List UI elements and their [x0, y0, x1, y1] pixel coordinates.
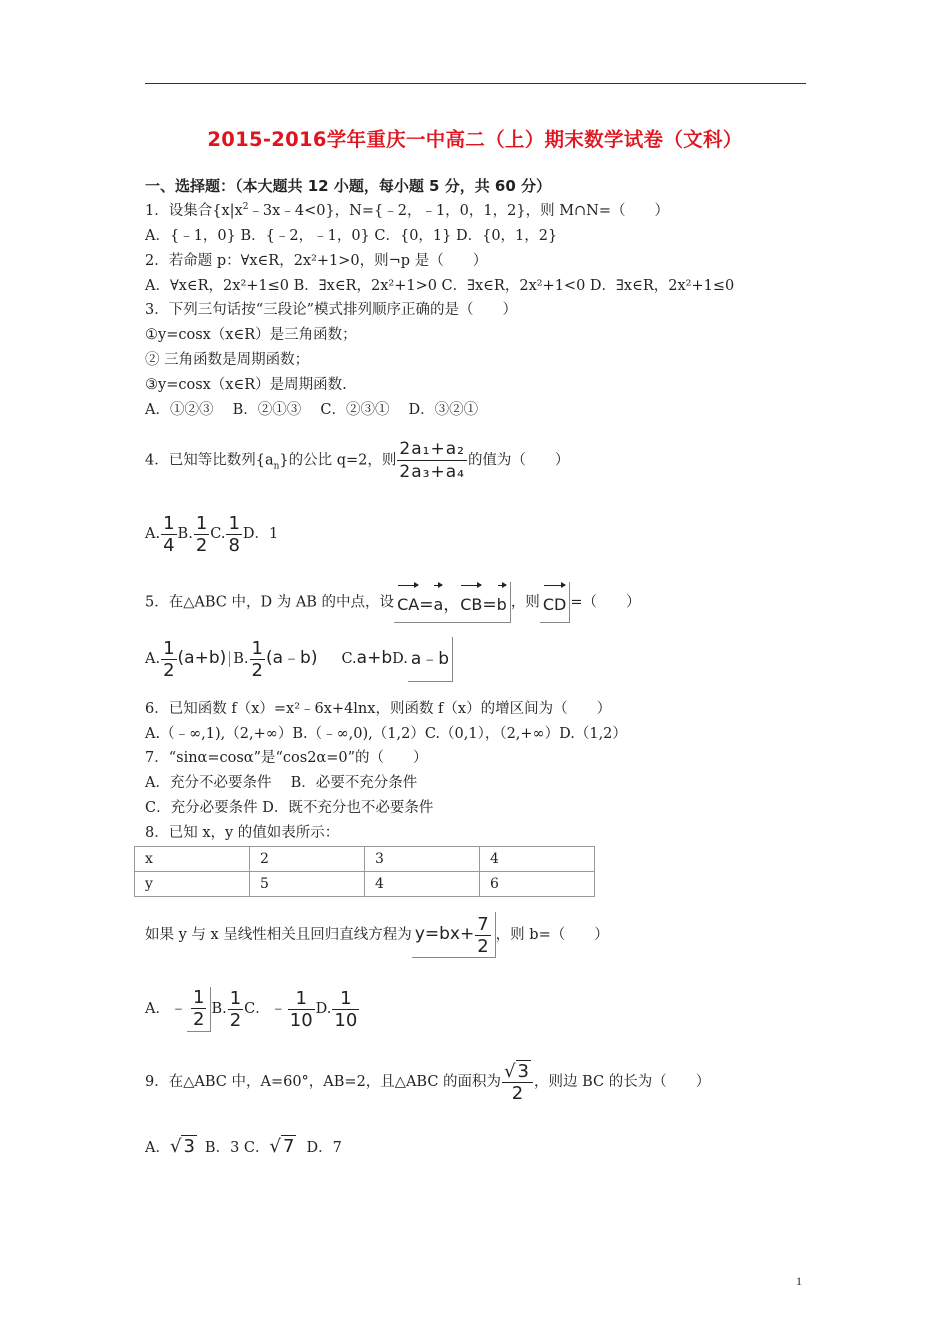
ratio-fraction: $\frac{\text{2a₁+a₂}}{\text{2a₃+a₄}}$	[399, 439, 465, 482]
section-heading: 一、选择题：（本大题共 12 小题，每小题 5 分，共 60 分）	[145, 177, 552, 195]
question-1-options: A．{﹣1，0} B．{﹣2，﹣1，0} C．{0，1} D．{0，1，2}	[145, 228, 558, 244]
question-6: 6．已知函数 f（x）=x²﹣6x+4lnx，则函数 f（x）的增区间为（ ）	[145, 701, 612, 717]
question-9-options: A．√ 3 B．3 C．√ 7 D．7	[145, 1136, 342, 1157]
question-1: 1．设集合$\{x|x^2﹣3x﹣4<0\}$，N={﹣2，﹣1，0，1，2}，则 M∩N=（ ）	[145, 202, 670, 219]
question-2-options: A．∀x∈R，2x²+1≤0 B．∃x∈R，2x²+1>0 C．∃x∈R，2x²+1<0 D．∃x∈R，2x²+1≤0	[145, 278, 735, 294]
table-cell: x	[135, 847, 250, 872]
page-number: 1	[796, 1274, 802, 1288]
table-cell: 5	[250, 872, 365, 897]
table-cell: 3	[365, 847, 480, 872]
question-3-statement-2: ② 三角函数是周期函数；	[145, 352, 310, 368]
question-5: 5．在△ABC 中，D 为 AB 的中点，设 CA=a，CB=b ，则 CD =（ ）	[145, 582, 640, 623]
question-8: 8．已知 x，y 的值如表所示：	[145, 825, 340, 841]
question-8-options: A．﹣ $\frac{1}{2}$ B. $\frac{1}{2}$ C．﹣ $\frac{1}{10}$ D. $\frac{1}{10}$	[145, 987, 358, 1031]
question-5-options: A. $\frac{1}{2}$ (a+b) B. $\frac{1}{2}$ (a﹣b) C.a+bD. a﹣b	[145, 636, 453, 682]
table-row	[135, 847, 595, 872]
header-rule	[145, 83, 806, 84]
question-3-options: A．①②③ B．②①③ C．②③① D．③②①	[145, 402, 479, 418]
question-3-statement-3: ③y=cosx（x∈R）是周期函数.	[145, 377, 347, 393]
question-7-options-1: A．充分不必要条件 B．必要不充分条件	[145, 775, 418, 791]
question-8-regression: 如果 y 与 x 呈线性相关且回归直线方程为 y=bx+ $\frac{7}{2}$ ，则 b=（ ）	[145, 913, 609, 957]
question-3-statement-1: ①y=cosx（x∈R）是三角函数；	[145, 327, 357, 343]
question-4-options: A. $\frac{1}{4}$ B. $\frac{1}{2}$ C. $\frac{1}{8}$ D．1	[145, 512, 279, 556]
table-cell: y	[135, 872, 250, 897]
table-cell: 2	[250, 847, 365, 872]
xy-table	[134, 846, 595, 897]
question-6-options: A.（﹣∞,1),（2,+∞）B.（﹣∞,0),（1,2）C.（0,1），（2,+∞）D.（1,2）	[145, 726, 627, 742]
question-3: 3．下列三句话按“三段论”模式排列顺序正确的是（ ）	[145, 302, 518, 318]
table-row	[135, 872, 595, 897]
question-4: 4．已知等比数列$\{a_n\}$的公比 q=2，则 $\frac{\text{2a₁+a₂}}{\text{2a₃+a₄}}$ 的值为（ ）	[145, 439, 570, 482]
table-cell: 4	[365, 872, 480, 897]
page-title: 2015-2016学年重庆一中高二（上）期末数学试卷（文科）	[207, 128, 743, 151]
table-cell: 4	[480, 847, 595, 872]
question-7-options-2: C．充分必要条件 D．既不充分也不必要条件	[145, 800, 434, 816]
question-7: 7．“sinα=cosα”是“cos2α=0”的（ ）	[145, 750, 428, 766]
table-cell: 6	[480, 872, 595, 897]
question-9: 9．在△ABC 中，A=60°，AB=2，且△ABC 的面积为 $\frac{√ 3}{2}$ ，则边 BC 的长为（ ）	[145, 1060, 711, 1104]
question-2: 2．若命题 p：∀x∈R，2x²+1>0，则¬p 是（ ）	[145, 253, 488, 269]
